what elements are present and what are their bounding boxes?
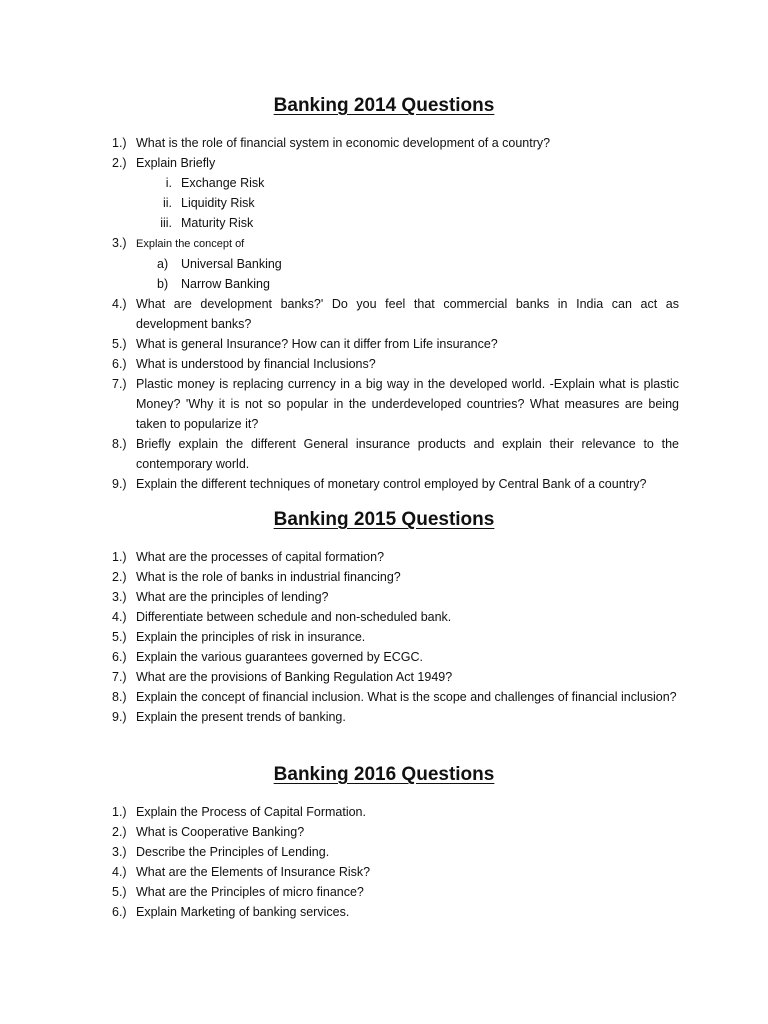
question-item: 4.) What are the Elements of Insurance Risk? [112, 865, 371, 879]
question-item: 8.) Briefly explain the different General insurance products and explain their relevance to the contemporary world. [112, 437, 679, 471]
question-item: 3.) Describe the Principles of Lending. [112, 845, 330, 859]
section-title-2015: Banking 2015 Questions [273, 509, 495, 530]
question-item: 6.) What is understood by financial Inclusions? [112, 357, 376, 371]
section-title-2016: Banking 2016 Questions [273, 764, 495, 785]
sub-item: ii. Liquidity Risk [162, 196, 255, 210]
question-item: 2.) Explain Briefly [112, 156, 216, 170]
question-item: 8.) Explain the concept of financial inclusion. What is the scope and challenges of financial inclusion? [112, 690, 677, 704]
question-item: 1.) What are the processes of capital formation? [112, 550, 385, 564]
question-list-2016 [112, 802, 679, 922]
question-item: 1.) What is the role of financial system in economic development of a country? [112, 136, 551, 150]
question-item: 9.) Explain the different techniques of monetary control employed by Central Bank of a country? [112, 477, 647, 491]
question-item: 5.) What are the Principles of micro finance? [112, 885, 364, 899]
section-title-2014: Banking 2014 Questions [273, 95, 495, 116]
question-item: 5.) What is general Insurance? How can it differ from Life insurance? [112, 337, 498, 351]
sub-item: iii. Maturity Risk [160, 216, 254, 230]
question-list-2015 [112, 547, 679, 727]
question-item: 2.) What is the role of banks in industrial financing? [112, 570, 401, 584]
sub-item: i. Exchange Risk [165, 176, 265, 190]
question-item: 6.) Explain Marketing of banking services. [112, 905, 350, 919]
question-item: 3.) What are the principles of lending? [112, 590, 329, 604]
sub-item: a) Universal Banking [157, 257, 282, 271]
question-item: 9.) Explain the present trends of banking. [112, 710, 346, 724]
question-item: 4.) Differentiate between schedule and non-scheduled bank. [112, 610, 452, 624]
question-item: 2.) What is Cooperative Banking? [112, 825, 305, 839]
question-item: 7.) What are the provisions of Banking Regulation Act 1949? [112, 670, 453, 684]
question-item: 3.) Explain the concept of [112, 236, 245, 250]
question-item: 7.) Plastic money is replacing currency in a big way in the developed world. -Explain what is plastic Money? 'Why it is not so popular in the underdeveloped countries? What measures are being taken to popularize it? [112, 377, 679, 431]
question-item: 1.) Explain the Process of Capital Formation. [112, 805, 366, 819]
question-list-2014 [112, 133, 679, 494]
question-item: 5.) Explain the principles of risk in insurance. [112, 630, 366, 644]
question-item: 4.) What are development banks?' Do you feel that commercial banks in India can act as development banks? [112, 297, 679, 331]
question-item: 6.) Explain the various guarantees governed by ECGC. [112, 650, 423, 664]
sub-item: b) Narrow Banking [157, 277, 270, 291]
